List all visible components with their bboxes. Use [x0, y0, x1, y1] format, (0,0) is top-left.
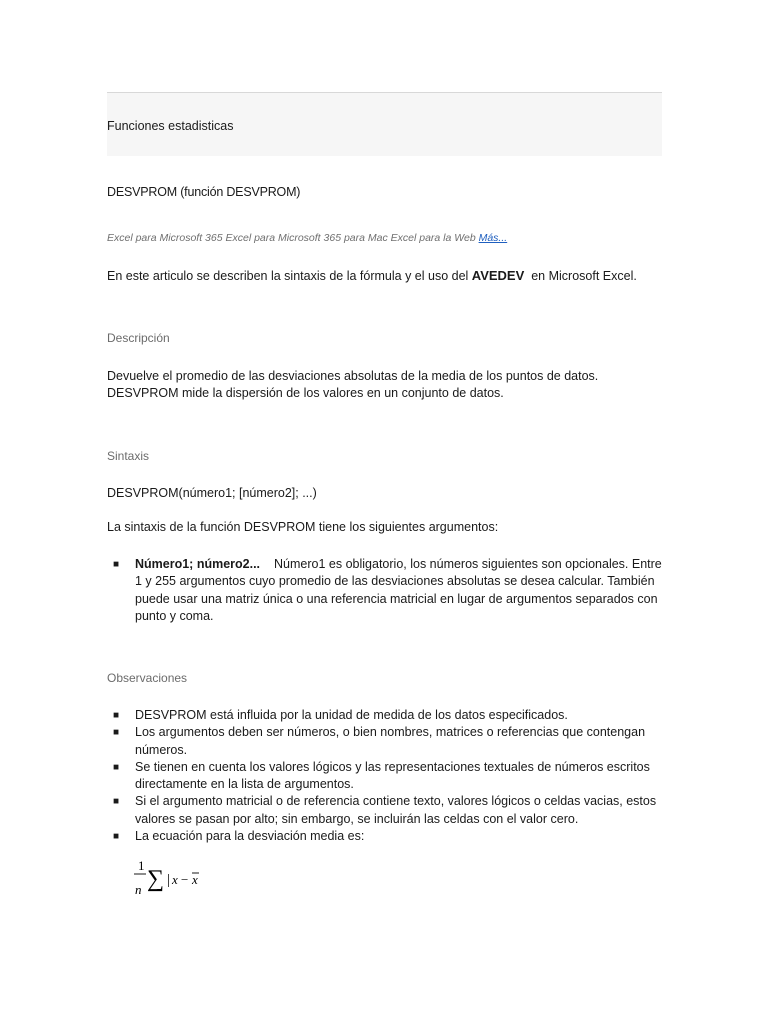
syntax-heading: Sintaxis [107, 449, 150, 463]
observation-item [107, 724, 663, 759]
observation-item [107, 828, 663, 845]
formula-numerator: 1 [138, 858, 145, 873]
page-title: Funciones estadisticas [107, 119, 234, 133]
applies-to-item: Excel para la Web [390, 232, 476, 244]
observation-text: Si el argumento matricial o de referencia contiene texto, valores lógicos o celdas vacias, estos valores se pasan por alto; sin embargo, se incluirán las celdas con el valor cero. [135, 794, 657, 826]
observation-item [107, 793, 663, 828]
bullet-icon: ■ [113, 559, 120, 570]
formula-xbar: x [192, 872, 198, 887]
intro-text-end: en Microsoft Excel. [524, 269, 637, 283]
argument-item [107, 556, 663, 625]
observations-list [107, 707, 663, 845]
formula-denominator: n [135, 882, 142, 897]
applies-to-item: Excel para Microsoft 365 para Mac [225, 232, 388, 244]
description-line: Devuelve el promedio de las desviaciones absolutas de la media de los puntos de datos. [107, 369, 599, 383]
abs-bar: | [167, 872, 171, 888]
observation-text: Los argumentos deben ser números, o bien nombres, matrices o referencias que contengan números. [135, 725, 646, 757]
syntax-formula: DESVPROM(número1; [número2]; ...) [107, 486, 317, 500]
bullet-icon: ■ [113, 710, 120, 721]
formula-minus: − [181, 872, 189, 887]
bullet-icon: ■ [113, 727, 120, 739]
bullet-icon: ■ [113, 831, 120, 843]
argument-description: Número1 es obligatorio, los números siguientes son opcionales. Entre 1 y 255 argumentos cuyo promedio de las desviaciones absolutas se desea calcular. También puede usar una matriz única o una referencia matricial en lugar de argumentos separados con punto y coma. [135, 557, 662, 623]
intro-text: En este articulo se describen la sintaxis de la fórmula y el uso del [107, 269, 472, 283]
description-body [107, 368, 663, 402]
description-heading: Descripción [107, 331, 170, 345]
observations-heading: Observaciones [107, 671, 188, 685]
article-title: DESVPROM (función DESVPROM) [107, 185, 301, 199]
description-line: DESVPROM mide la dispersión de los valores en un conjunto de datos. [107, 386, 504, 400]
bullet-icon: ■ [113, 796, 120, 808]
applies-to-item: Excel para Microsoft 365 [107, 232, 223, 244]
observation-text: La ecuación para la desviación media es: [135, 829, 365, 844]
observation-text: DESVPROM está influida por la unidad de medida de los datos especificados. [135, 708, 568, 722]
observation-item [107, 759, 663, 794]
header-band [107, 92, 662, 156]
observation-text: Se tienen en cuenta los valores lógicos y las representaciones textuales de números escritos directamente en la lista de argumentos. [135, 759, 650, 792]
argument-list [107, 556, 663, 625]
bullet-icon: ■ [113, 761, 120, 773]
intro-paragraph [107, 268, 663, 283]
sum-symbol: ∑ [147, 866, 165, 892]
args-intro: La sintaxis de la función DESVPROM tiene los siguientes argumentos: [107, 520, 499, 534]
observation-item [107, 707, 663, 724]
argument-name: Número1; número2... [135, 557, 261, 571]
intro-keyword: AVEDEV [471, 268, 525, 283]
formula-x: x [172, 872, 178, 887]
formula-svg [132, 858, 212, 898]
more-link[interactable]: Más... [478, 232, 508, 244]
mean-deviation-formula [132, 858, 212, 898]
applies-to [107, 232, 663, 244]
